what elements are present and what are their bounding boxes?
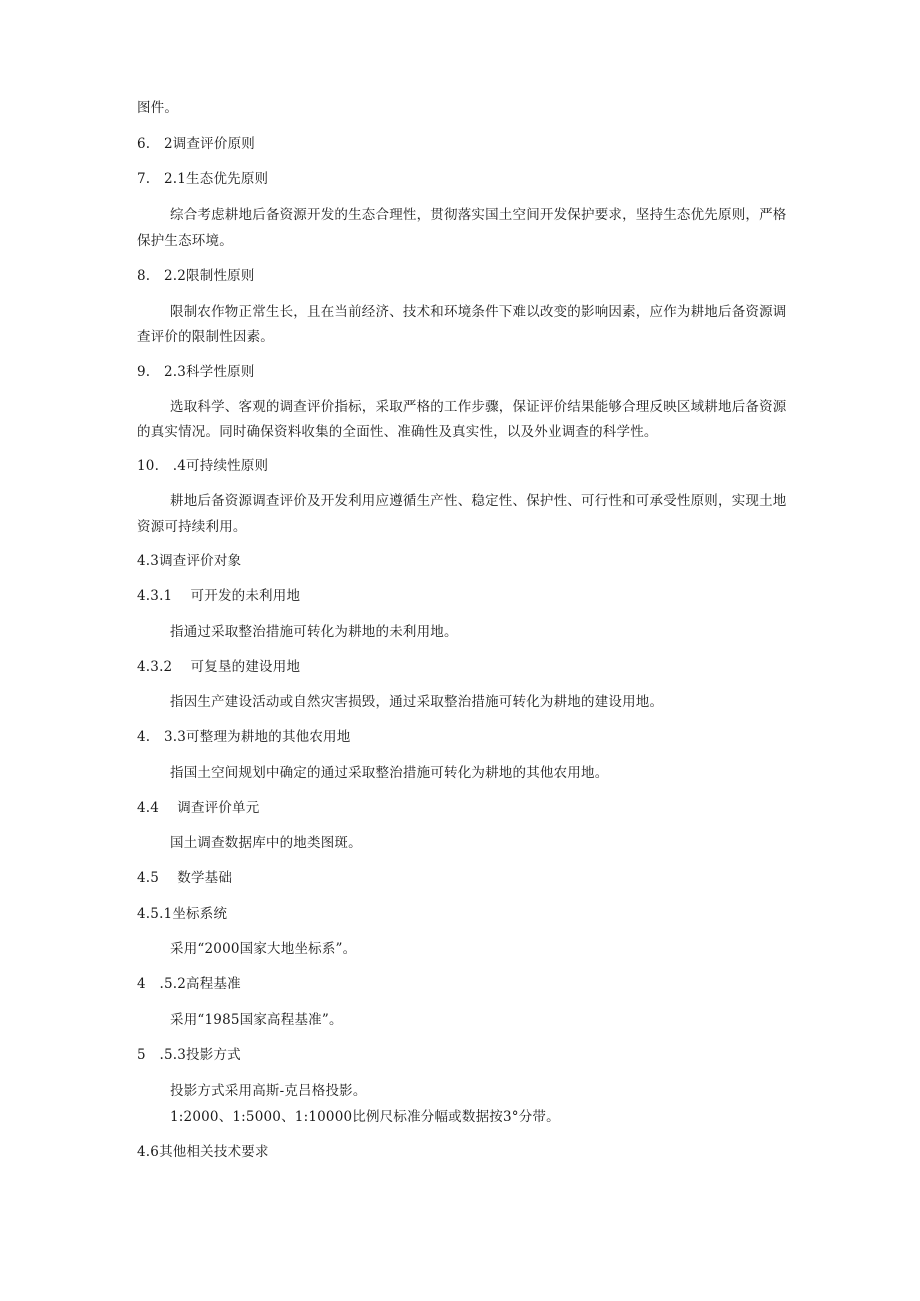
subsection-heading: 5 .5.3投影方式 [137, 1047, 241, 1063]
paragraph-line: 指因生产建设活动或自然灾害损毁，通过采取整治措施可转化为耕地的建设用地。 [170, 694, 664, 710]
paragraph-line: 指通过采取整治措施可转化为耕地的未利用地。 [170, 624, 458, 640]
paragraph-line: 1:2000、1:5000、1:10000比例尺标准分幅或数据按3°分带。 [170, 1109, 560, 1125]
paragraph-line: 投影方式采用高斯-克吕格投影。 [170, 1083, 367, 1099]
paragraph-line: 资源可持续利用。 [137, 519, 247, 535]
paragraph-line: 采用“2000国家大地坐标系”。 [170, 941, 357, 957]
section-heading: 4.3调查评价对象 [137, 553, 242, 569]
paragraph-line: 采用“1985国家高程基准”。 [170, 1012, 343, 1028]
subsection-heading: 4. 3.3可整理为耕地的其他农用地 [137, 729, 351, 745]
subsection-heading: 4 .5.2高程基准 [137, 976, 241, 992]
subsection-heading: 8. 2.2限制性原则 [137, 268, 255, 284]
section-heading: 4.5 数学基础 [137, 870, 233, 886]
subsection-heading: 4.3.1 可开发的未利用地 [137, 588, 301, 604]
paragraph-line: 保护生态环境。 [137, 233, 233, 249]
subsection-heading: 7. 2.1生态优先原则 [137, 171, 269, 187]
paragraph-line: 的真实情况。同时确保资料收集的全面性、准确性及真实性，以及外业调查的科学性。 [137, 424, 658, 440]
subsection-heading: 4.3.2 可复垦的建设用地 [137, 659, 301, 675]
subsection-heading: 4.5.1坐标系统 [137, 906, 228, 922]
paragraph-line: 耕地后备资源调查评价及开发利用应遵循生产性、稳定性、保护性、可行性和可承受性原则，实现土地 [170, 493, 787, 509]
paragraph-line: 查评价的限制性因素。 [137, 329, 274, 345]
paragraph-line: 选取科学、客观的调查评价指标，采取严格的工作步骤，保证评价结果能够合理反映区域耕地后备资源 [170, 399, 787, 415]
paragraph-line: 限制农作物正常生长，且在当前经济、技术和环境条件下难以改变的影响因素，应作为耕地后备资源调 [170, 304, 787, 320]
section-heading: 4.4 调查评价单元 [137, 800, 260, 816]
paragraph-line: 指国土空间规划中确定的通过采取整治措施可转化为耕地的其他农用地。 [170, 765, 609, 781]
text-line: 图件。 [137, 100, 179, 116]
subsection-heading: 9. 2.3科学性原则 [137, 364, 255, 380]
paragraph-line: 综合考虑耕地后备资源开发的生态合理性，贯彻落实国土空间开发保护要求，坚持生态优先原则，严格 [170, 207, 787, 223]
subsection-heading: 10. .4可持续性原则 [137, 458, 269, 474]
section-heading: 4.6其他相关技术要求 [137, 1144, 269, 1160]
paragraph-line: 国土调查数据库中的地类图斑。 [170, 835, 362, 851]
section-heading: 6. 2调查评价原则 [137, 136, 255, 152]
